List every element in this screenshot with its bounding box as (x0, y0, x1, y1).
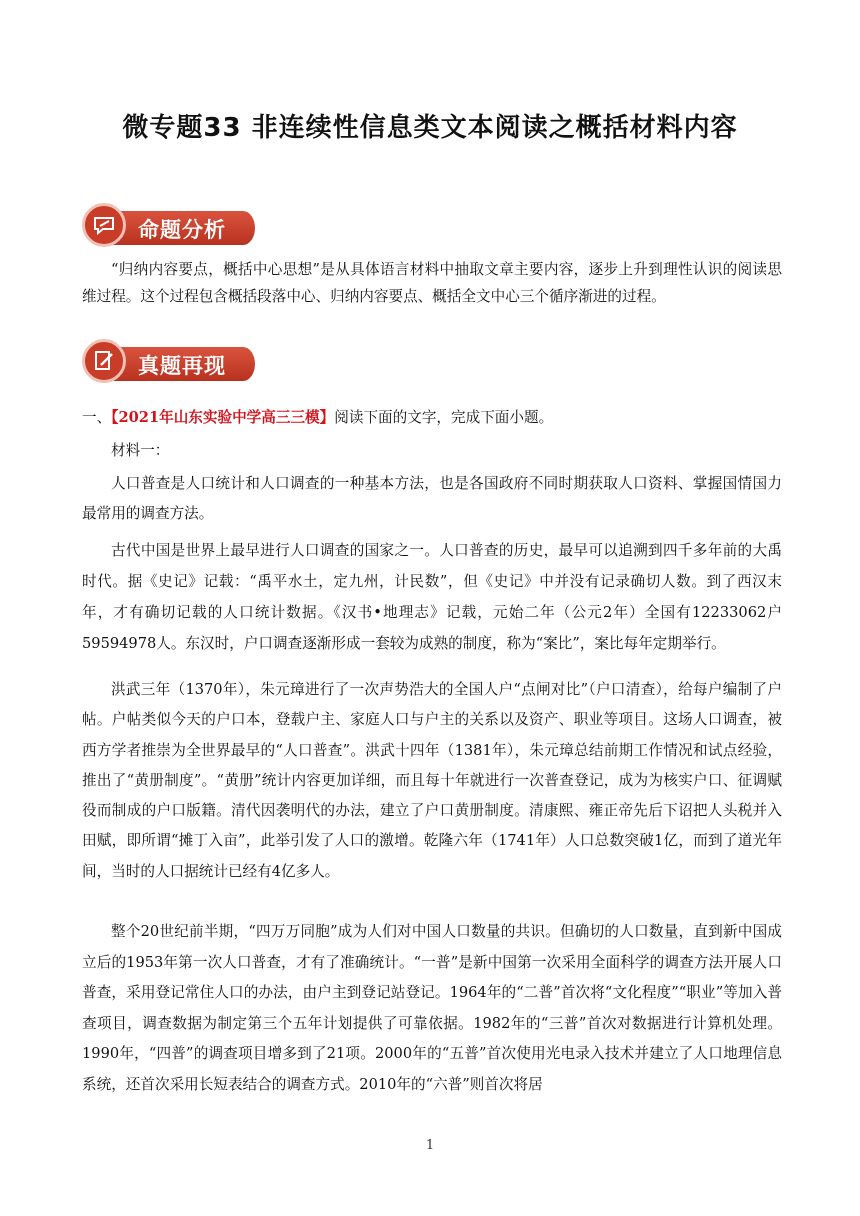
page-number: 1 (425, 1138, 435, 1153)
paragraph-2: 古代中国是世界上最早进行人口调查的国家之一。人口普查的历史，最早可以追溯到四千多年前的大禹时代。据《史记》记载：“禹平水土，定九州，计民数”，但《史记》中并没有记录确切人数。到了西汉末年，才有确切记载的人口统计数据。《汉书•地理志》记载，元始二年（公元2年）全国有12233062户59594978人。东汉时，户口调查逐渐形成一套较为成熟的制度，称为“案比”，案比每年定期举行。 (82, 542, 782, 652)
intro-paragraph: “归纳内容要点，概括中心思想”是从具体语言材料中抽取文章主要内容，逐步上升到理性认识的阅读思维过程。这个过程包含概括段落中心、归纳内容要点、概括全文中心三个循序渐进的过程。 (82, 261, 782, 305)
page-title: 微专题33 非连续性信息类文本阅读之概括材料内容 (122, 113, 738, 143)
section-label: 真题再现 (138, 354, 226, 378)
pencil-note-icon (82, 339, 126, 383)
question-source: 【2021年山东实验中学高三三模】 (111, 409, 335, 426)
question-number: 一、 (82, 409, 112, 426)
chat-pen-icon (82, 203, 126, 247)
question-instruction: 阅读下面的文字，完成下面小题。 (334, 409, 554, 426)
section-banner-exam (82, 339, 260, 389)
paragraph-1: 人口普查是人口统计和人口调查的一种基本方法，也是各国政府不同时期获取人口资料、掌握国情国力最常用的调查方法。 (82, 475, 782, 522)
paragraph-4: 整个20世纪前半期，“四万万同胞”成为人们对中国人口数量的共识。但确切的人口数量，直到新中国成立后的1953年第一次人口普查，才有了准确统计。“一普”是新中国第一次采用全面科学的调查方法开展人口普查，采用登记常住人口的办法，由户主到登记站登记。1964年的“二普”首次将“文化程度”“职业”等加入普查项目，调查数据为制定第三个五年计划提供了可靠依据。1982年的“三普”首次对数据进行计算机处理。1990年，“四普”的调查项目增多到了21项。2000年的“五普”首次使用光电录入技术并建立了人口地理信息系统，还首次采用长短表结合的调查方式。2010年的“六普”则首次将居 (82, 923, 782, 1093)
section-banner-analysis (82, 203, 260, 253)
material-label: 材料一： (111, 442, 170, 459)
section-label: 命题分析 (138, 218, 226, 242)
paragraph-3: 洪武三年（1370年），朱元璋进行了一次声势浩大的全国人户“点闸对比”（户口清查），给每户编制了户帖。户帖类似今天的户口本，登载户主、家庭人口与户主的关系以及资产、职业等项目。这场人口调查，被西方学者推崇为全世界最早的“人口普查”。洪武十四年（1381年），朱元璋总结前期工作情况和试点经验，推出了“黄册制度”。“黄册”统计内容更加详细，而且每十年就进行一次普查登记，成为为核实户口、征调赋役而制成的户口版籍。清代因袭明代的办法，建立了户口黄册制度。清康熙、雍正帝先后下诏把人头税并入田赋，即所谓“摊丁入亩”，此举引发了人口的激增。乾隆六年（1741年）人口总数突破1亿，而到了道光年间，当时的人口据统计已经有4亿多人。 (82, 681, 782, 880)
question-line (82, 404, 782, 431)
